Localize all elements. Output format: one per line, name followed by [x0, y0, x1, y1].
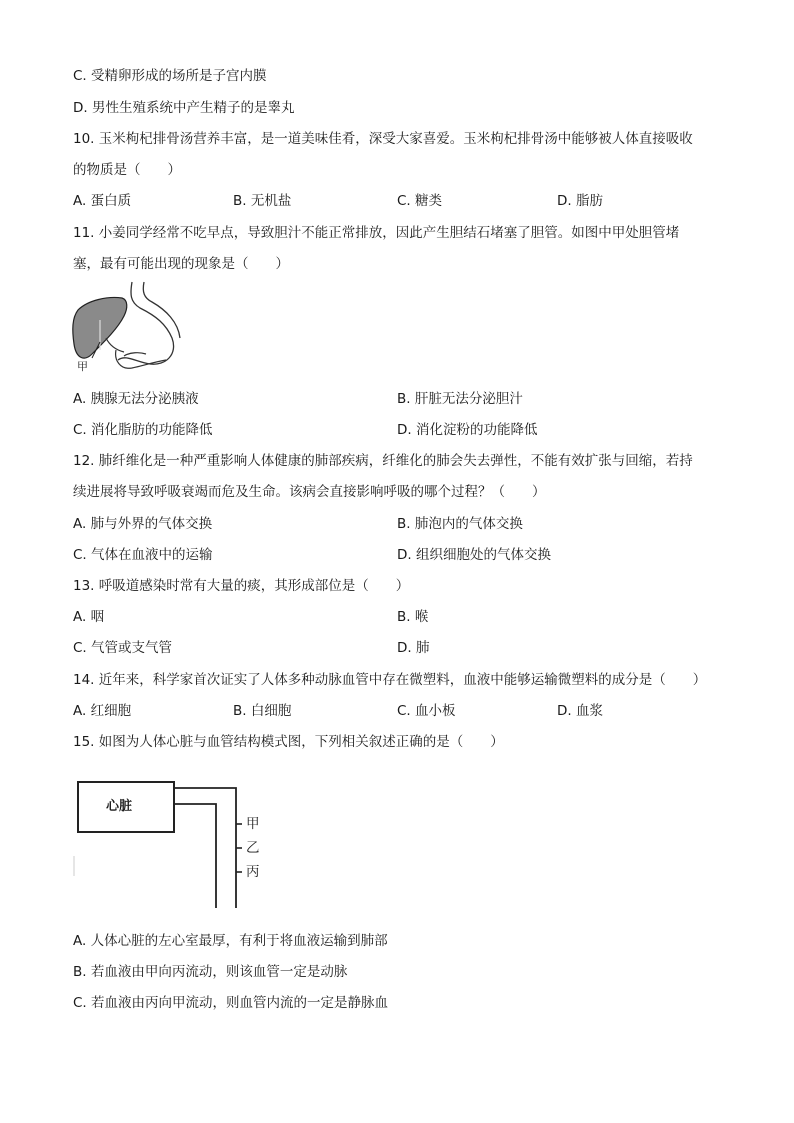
question-12-text-line2: 续进展将导致呼吸衰竭而危及生命。该病会直接影响呼吸的哪个过程？（ ）: [73, 484, 546, 500]
q12-option-c[interactable]: C. 气体在血液中的运输: [73, 547, 213, 563]
question-10-text-line2: 的物质是（ ）: [73, 162, 181, 178]
option-c-prev: C. 受精卵形成的场所是子宫内膜: [73, 68, 267, 84]
q14-option-d[interactable]: D. 血浆: [557, 703, 603, 719]
q12-option-a[interactable]: A. 肺与外界的气体交换: [73, 516, 213, 532]
q14-option-b[interactable]: B. 白细胞: [233, 703, 292, 719]
q13-option-b[interactable]: B. 喉: [397, 609, 429, 625]
q10-option-b[interactable]: B. 无机盐: [233, 193, 292, 209]
q15-option-a[interactable]: A. 人体心脏的左心室最厚，有利于将血液运输到肺部: [73, 933, 388, 949]
question-12-text-line1: 12. 肺纤维化是一种严重影响人体健康的肺部疾病，纤维化的肺会失去弹性，不能有效扩张与回缩，若持: [73, 453, 693, 469]
question-11-text-line2: 塞，最有可能出现的现象是（ ）: [73, 256, 289, 272]
question-13-text: 13. 呼吸道感染时常有大量的痰，其形成部位是（ ）: [73, 578, 410, 594]
figure-15-label-yi: 乙: [246, 840, 260, 856]
q10-option-a[interactable]: A. 蛋白质: [73, 193, 132, 209]
q11-option-c[interactable]: C. 消化脂肪的功能降低: [73, 422, 213, 438]
q10-option-d[interactable]: D. 脂肪: [557, 193, 603, 209]
q12-option-d[interactable]: D. 组织细胞处的气体交换: [397, 547, 551, 563]
option-d-prev: D. 男性生殖系统中产生精子的是睾丸: [73, 100, 295, 116]
q11-option-a[interactable]: A. 胰腺无法分泌胰液: [73, 391, 199, 407]
q10-option-c[interactable]: C. 糖类: [397, 193, 443, 209]
heart-label: 心脏: [106, 799, 133, 814]
q12-option-b[interactable]: B. 肺泡内的气体交换: [397, 516, 523, 532]
question-10-text-line1: 10. 玉米枸杞排骨汤营养丰富，是一道美味佳肴，深受大家喜爱。玉米枸杞排骨汤中能够被人体直接吸收: [73, 131, 693, 147]
figure-15-label-jia: 甲: [246, 816, 260, 832]
q11-option-d[interactable]: D. 消化淀粉的功能降低: [397, 422, 538, 438]
q15-option-c[interactable]: C. 若血液由丙向甲流动，则血管内流的一定是静脉血: [73, 995, 389, 1011]
q13-option-c[interactable]: C. 气管或支气管: [73, 640, 173, 656]
question-11-text-line1: 11. 小姜同学经常不吃早点，导致胆汁不能正常排放，因此产生胆结石堵塞了胆管。如图中甲处胆管堵: [73, 225, 680, 241]
q13-option-d[interactable]: D. 肺: [397, 640, 430, 656]
question-14-text: 14. 近年来，科学家首次证实了人体多种动脉血管中存在微塑料，血液中能够运输微塑料的成分是（ ）: [73, 672, 707, 688]
figure-15-label-bing: 丙: [246, 864, 260, 880]
q11-option-b[interactable]: B. 肝脏无法分泌胆汁: [397, 391, 523, 407]
q14-option-a[interactable]: A. 红细胞: [73, 703, 132, 719]
question-15-text: 15. 如图为人体心脏与血管结构模式图，下列相关叙述正确的是（ ）: [73, 734, 504, 750]
figure-11-label-jia: 甲: [77, 360, 88, 373]
q14-option-c[interactable]: C. 血小板: [397, 703, 456, 719]
q15-option-b[interactable]: B. 若血液由甲向丙流动，则该血管一定是动脉: [73, 964, 348, 980]
q13-option-a[interactable]: A. 咽: [73, 609, 105, 625]
